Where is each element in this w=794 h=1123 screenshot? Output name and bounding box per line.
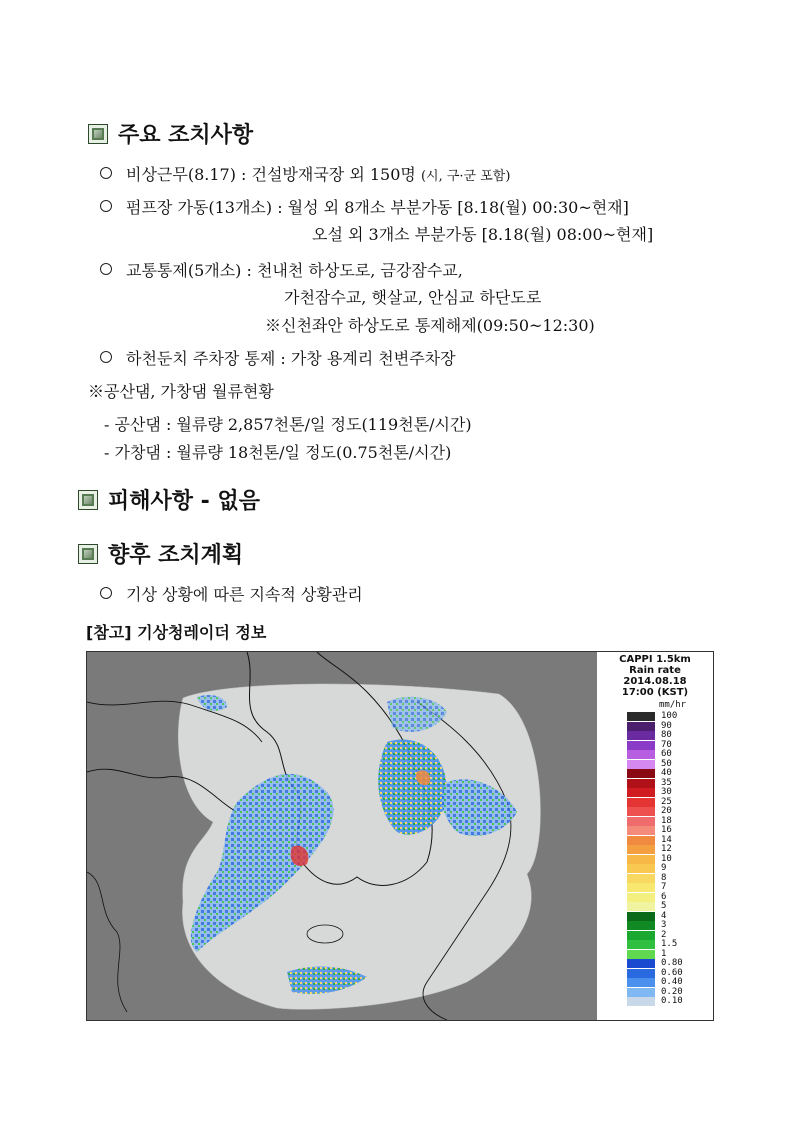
legend-label: 40	[661, 768, 672, 778]
legend-label: 5	[661, 901, 667, 911]
legend-label: 20	[661, 806, 672, 816]
measure-traffic-1: 교통통제(5개소) : 천내천 하상도로, 금강잠수교,	[100, 258, 463, 281]
legend-label: 30	[661, 787, 672, 797]
legend-swatch	[627, 760, 655, 769]
legend-swatch	[627, 950, 655, 959]
legend-entry	[627, 912, 707, 921]
legend-label: 10	[661, 853, 672, 864]
legend-swatch	[627, 978, 655, 987]
legend-entry	[627, 874, 707, 883]
section-heading-plan: 향후 조치계획	[78, 538, 243, 569]
legend-swatch	[627, 912, 655, 921]
legend-swatch	[627, 731, 655, 740]
radar-header-3: 2014.08.18	[623, 676, 687, 687]
legend-label: 16	[661, 825, 672, 835]
dam-status-title: ※공산댐, 가창댐 월류현황	[88, 382, 274, 401]
section-heading-damage: 피해사항 - 없음	[78, 484, 260, 515]
legend-swatch	[627, 741, 655, 750]
legend-label: 0.10	[661, 996, 683, 1006]
legend-entry	[627, 940, 707, 949]
legend-entry	[627, 893, 707, 902]
section-bullet-icon	[78, 490, 98, 510]
legend-label: 0.60	[661, 967, 683, 978]
dam-status-gachang: - 가창댐 : 월류량 18천톤/일 정도(0.75천톤/시간)	[104, 443, 452, 462]
legend-label: 7	[661, 882, 667, 892]
legend-label: 8	[661, 872, 667, 883]
legend-swatch	[627, 779, 655, 788]
legend-swatch	[627, 826, 655, 835]
legend-label: 18	[661, 815, 672, 826]
legend-swatch	[627, 798, 655, 807]
reference-title: [참고] 기상청레이더 정보	[86, 623, 267, 642]
measure-emergency: 비상근무(8.17) : 건설방재국장 외 150명 (시, 구·군 포함)	[100, 162, 510, 185]
legend-entry	[627, 997, 707, 1006]
section-heading-measures: 주요 조치사항	[88, 118, 253, 149]
legend-swatch	[627, 997, 655, 1006]
legend-label: 2	[661, 929, 667, 940]
legend-label: 14	[661, 834, 672, 845]
legend-swatch	[627, 836, 655, 845]
legend-label: 25	[661, 796, 672, 807]
legend-label: 60	[661, 749, 672, 759]
radar-unit: mm/hr	[659, 700, 687, 710]
legend-entry	[627, 921, 707, 930]
circle-bullet-icon	[100, 200, 112, 212]
circle-bullet-icon	[100, 351, 112, 363]
legend-swatch	[627, 788, 655, 797]
circle-bullet-icon	[100, 263, 112, 275]
radar-header-4: 17:00 (KST)	[621, 687, 689, 698]
legend-swatch	[627, 817, 655, 826]
radar-image	[86, 651, 714, 1021]
legend-label: 1.5	[661, 939, 678, 949]
legend-entry	[627, 883, 707, 892]
measure-traffic-2: 가천잠수교, 햇살교, 안심교 하단도로	[284, 288, 542, 307]
legend-label: 80	[661, 730, 672, 740]
radar-legend-panel	[597, 652, 713, 1020]
section-bullet-icon	[78, 544, 98, 564]
legend-swatch	[627, 931, 655, 940]
legend-label: 0.80	[661, 958, 683, 968]
legend-swatch	[627, 769, 655, 778]
dam-status-gongsan: - 공산댐 : 월류량 2,857천톤/일 정도(119천톤/시간)	[104, 415, 472, 434]
legend-label: 0.20	[661, 986, 683, 997]
plan-item: 기상 상황에 따른 지속적 상황관리	[100, 582, 363, 605]
legend-label: 1	[661, 948, 667, 959]
circle-bullet-icon	[100, 587, 112, 599]
legend-entry	[627, 864, 707, 873]
legend-swatch	[627, 893, 655, 902]
legend-label: 0.40	[661, 977, 683, 987]
legend-swatch	[627, 864, 655, 873]
legend-swatch	[627, 959, 655, 968]
measure-pump-2: 오설 외 3개소 부분가동 [8.18(월) 08:00~현재]	[312, 225, 654, 244]
legend-label: 4	[661, 910, 667, 921]
legend-swatch	[627, 874, 655, 883]
legend-swatch	[627, 855, 655, 864]
legend-swatch	[627, 807, 655, 816]
jeju-island	[307, 925, 343, 943]
legend-swatch	[627, 940, 655, 949]
legend-label: 90	[661, 720, 672, 731]
legend-label: 100	[661, 711, 678, 721]
legend-label: 35	[661, 777, 672, 788]
legend-label: 50	[661, 758, 672, 769]
measure-traffic-3: ※신천좌안 하상도로 통제해제(09:50~12:30)	[265, 316, 595, 335]
legend-label: 70	[661, 739, 672, 750]
measure-parking: 하천둔치 주차장 통제 : 가창 용계리 천변주차장	[100, 346, 456, 369]
legend-swatch	[627, 921, 655, 930]
legend-label: 12	[661, 844, 672, 854]
legend-entry	[627, 902, 707, 911]
legend-label: 3	[661, 920, 667, 930]
legend-swatch	[627, 902, 655, 911]
china-coast	[87, 872, 127, 1012]
legend-swatch	[627, 712, 655, 721]
radar-map	[87, 652, 597, 1020]
legend-label: 6	[661, 891, 667, 902]
circle-bullet-icon	[100, 167, 112, 179]
legend-swatch	[627, 845, 655, 854]
radar-header-2: Rain rate	[629, 665, 681, 676]
legend-swatch	[627, 883, 655, 892]
legend-swatch	[627, 722, 655, 731]
measure-pump-1: 펌프장 가동(13개소) : 월성 외 8개소 부분가동 [8.18(월) 00:30~현재]	[100, 195, 629, 218]
legend-swatch	[627, 750, 655, 759]
section-bullet-icon	[88, 124, 108, 144]
legend-swatch	[627, 988, 655, 997]
legend-label: 9	[661, 863, 667, 873]
legend-entry	[627, 855, 707, 864]
legend-swatch	[627, 969, 655, 978]
radar-header-1: CAPPI 1.5km	[619, 654, 691, 665]
